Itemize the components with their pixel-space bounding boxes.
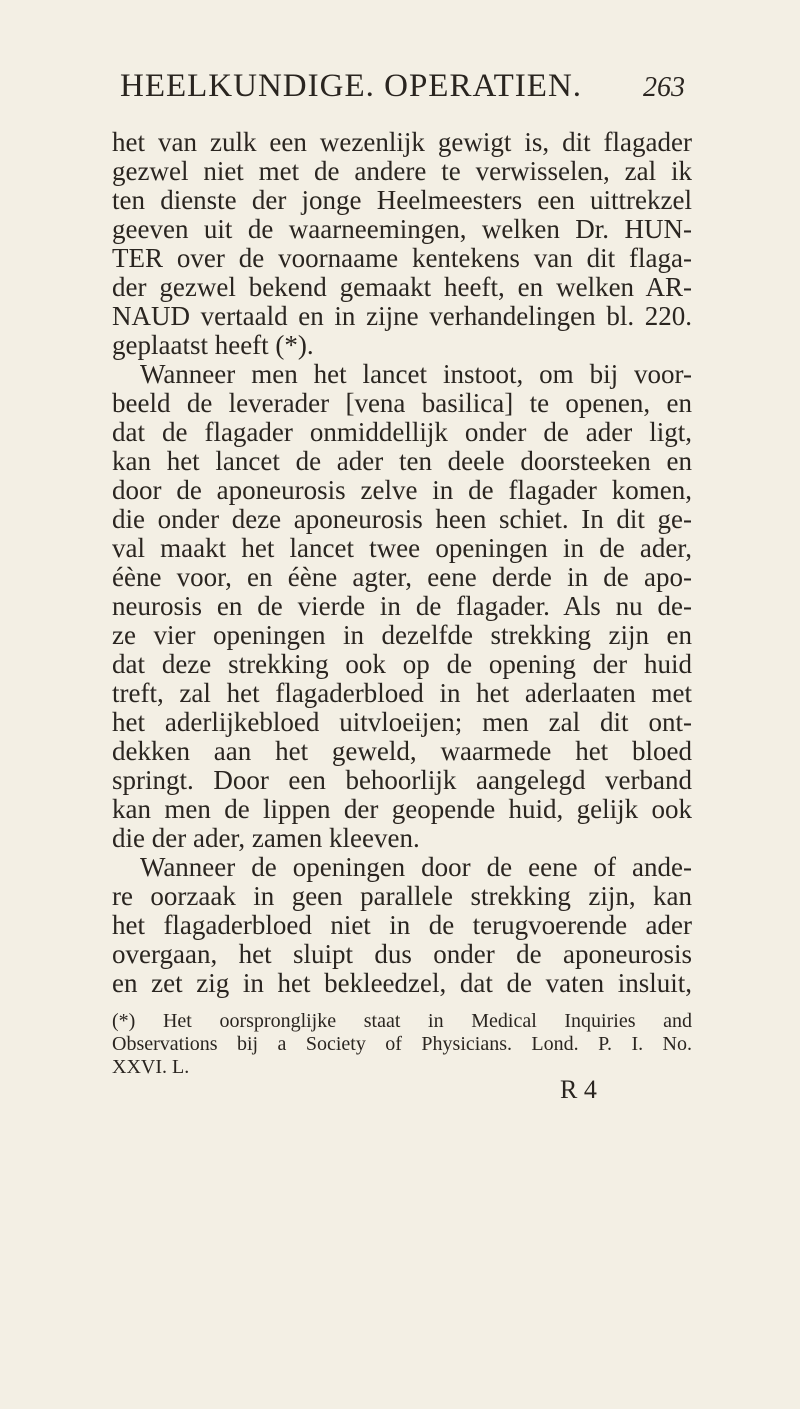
running-title: HEELKUNDIGE. OPERATIEN. bbox=[120, 68, 583, 104]
text-line: NAUD vertaald en in zijne verhandelingen bl. 220. bbox=[112, 301, 692, 331]
text-line: dekken aan het geweld, waarmede het bloed bbox=[112, 736, 692, 766]
text-line: éène voor, en éène agter, eene derde in de apo- bbox=[112, 562, 692, 592]
text-line: die der ader, zamen kleeven. bbox=[112, 823, 420, 853]
text-line: ze vier openingen in dezelfde strekking zijn en bbox=[112, 620, 692, 650]
text-line: Wanneer men het lancet instoot, om bij voor- bbox=[140, 359, 692, 389]
text-line: het van zulk een wezenlijk gewigt is, dit flagader bbox=[112, 127, 692, 157]
text-line: het aderlijkebloed uitvloeijen; men zal dit ont- bbox=[112, 707, 692, 737]
text-line: door de aponeurosis zelve in de flagader komen, bbox=[112, 475, 692, 505]
text-line: die onder deze aponeurosis heen schiet. In dit ge- bbox=[112, 504, 692, 534]
text-line: ten dienste der jonge Heelmeesters een uittrekzel bbox=[112, 185, 692, 215]
text-line: geplaatst heeft (*). bbox=[112, 330, 314, 360]
page-header bbox=[110, 60, 685, 120]
text-line: gezwel niet met de andere te verwisselen, zal ik bbox=[112, 156, 692, 186]
page-number: 263 bbox=[643, 72, 685, 103]
text-line: het flagaderbloed niet in de terugvoerende ader bbox=[112, 910, 692, 940]
signature-mark: R 4 bbox=[560, 1075, 597, 1104]
footnote bbox=[112, 1010, 692, 1079]
text-line: der gezwel bekend gemaakt heeft, en welken AR- bbox=[112, 272, 692, 302]
text-line: kan het lancet de ader ten deele doorsteeken en bbox=[112, 446, 692, 476]
footnote-line: XXVI. L. bbox=[112, 1056, 190, 1078]
footnote-line: (*) Het oorspronglijke staat in Medical Inquiries and bbox=[112, 1010, 692, 1032]
text-line: beeld de leverader [vena basilica] te openen, en bbox=[112, 388, 692, 418]
text-line: Wanneer de openingen door de eene of ande- bbox=[140, 852, 692, 882]
text-line: overgaan, het sluipt dus onder de aponeurosis bbox=[112, 939, 692, 969]
text-line: en zet zig in het bekleedzel, dat de vaten insluit, bbox=[112, 968, 692, 998]
text-line: val maakt het lancet twee openingen in de ader, bbox=[112, 533, 692, 563]
footnote-line: Observations bij a Society of Physicians. Lond. P. I. No. bbox=[112, 1033, 692, 1055]
text-line: springt. Door een behoorlijk aangelegd verband bbox=[112, 765, 692, 795]
text-line: re oorzaak in geen parallele strekking zijn, kan bbox=[112, 881, 692, 911]
body-text bbox=[112, 128, 692, 998]
text-line: kan men de lippen der geopende huid, gelijk ook bbox=[112, 794, 692, 824]
text-line: neurosis en de vierde in de flagader. Als nu de- bbox=[112, 591, 692, 621]
text-line: treft, zal het flagaderbloed in het aderlaaten met bbox=[112, 678, 692, 708]
text-line: dat deze strekking ook op de opening der huid bbox=[112, 649, 692, 679]
text-line: dat de flagader onmiddellijk onder de ader ligt, bbox=[112, 417, 692, 447]
text-line: geeven uit de waarneemingen, welken Dr. HUN- bbox=[112, 214, 692, 244]
text-line: TER over de voornaame kentekens van dit flaga- bbox=[112, 243, 692, 273]
